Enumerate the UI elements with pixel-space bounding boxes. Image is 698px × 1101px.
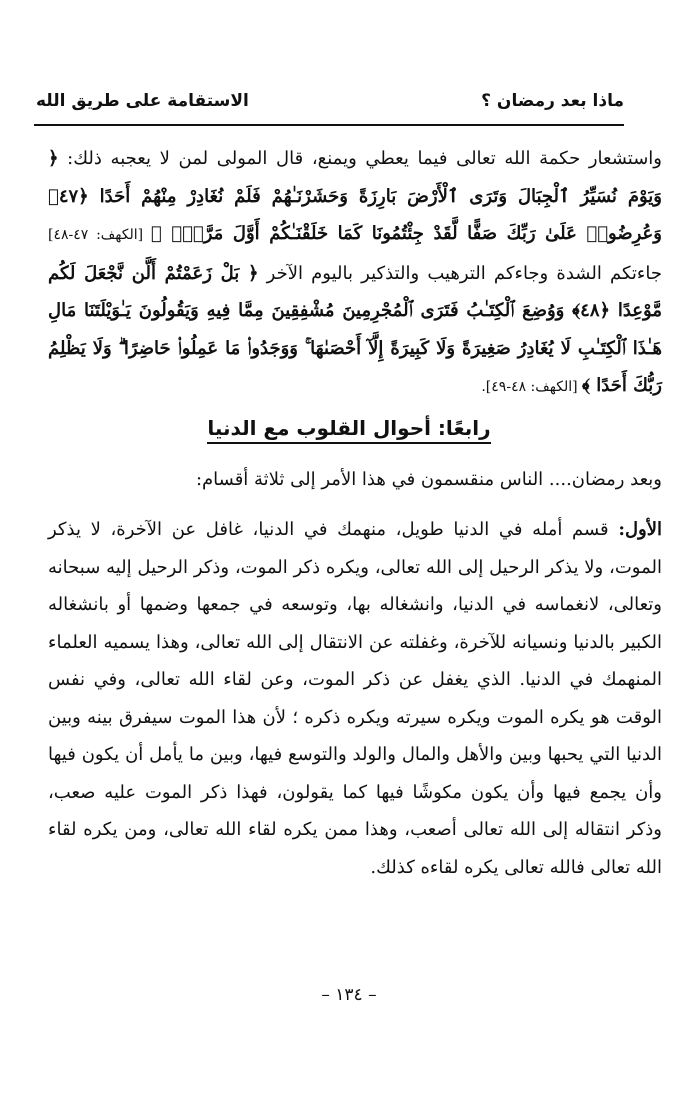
running-header — [36, 86, 624, 116]
page-number: – ١٣٤ – — [321, 985, 377, 1005]
section-body: قسم أمله في الدنيا طويل، منهمك في الدنيا، غافل عن الآخرة، لا يذكر الموت، ولا يذكر الرحيل إلى الله تعالى، ويكره ذكر الموت، وذكر الرحيل إليه سبحانه وتعالى، لانغماسه في الدنيا، وانشغاله بها، وتوسعه في جمعها وضمها أو بانشغاله الكبير بالدنيا ونسيانه للآخرة، وغفلته عن الانتقال إلى الله تعالى، وهذا يسميه العلماء المنهمك في الدنيا. الذي يغفل عن ذكر الموت، وعن لقاء الله تعالى، وفي نفس الوقت هو يكره الموت ويكره سيرته ويكره ذكره ؛ لأن هذا الموت سيفرق بينه وبين الدنيا التي يحبها وبين والأهل والمال والولد والتوسع فيها، وبين ما يأمل أن يكون فيها وأن يجمع فيها وأن يكون مكوشًا فيها كما يقولون، فهذا ذكر الموت عليه صعب، وذكر انتقاله إلى الله تعالى أصعب، وهذا ممن يكره لقاء الله تعالى، ومن يكره لقاء الله تعالى فالله تعالى يكره لقاءه كذلك. — [48, 519, 662, 878]
header-book-title: الاستقامة على طريق الله — [36, 91, 249, 111]
paragraph-first-section — [48, 511, 662, 886]
paragraph-intro: واستشعار حكمة الله تعالى فيما يعطي ويمنع، قال المولى لمن لا يعجبه ذلك: — [58, 148, 662, 169]
quran-verse-1: ﴿ وَيَوْمَ نُسَيِّرُ ٱلْجِبَالَ وَتَرَى ٱلْأَرْضَ بَارِزَةً وَحَشَرْنَـٰهُمْ فَلَمْ نُغَادِرْ مِنْهُمْ أَحَدًا ﴿٤٧﴾ وَعُرِضُوا۟ عَلَىٰ رَبِّكَ صَفًّا لَّقَدْ جِئْتُمُونَا كَمَا خَلَقْنَـٰكُمْ أَوَّلَ مَرَّةٍۭ ﴾ — [48, 148, 662, 244]
paragraph-middle: جاءتكم الشدة وجاءكم الترهيب والتذكير باليوم الآخر — [258, 262, 662, 284]
verse-reference-1: [الكهف: ٤٧-٤٨] — [48, 227, 151, 243]
quran-verse-2: ﴿ بَلْ زَعَمْتُمْ أَلَّن نَّجْعَلَ لَكُم مَّوْعِدًا ﴿٤٨﴾ وَوُضِعَ ٱلْكِتَـٰبُ فَتَرَى ٱلْمُجْرِمِينَ مُشْفِقِينَ مِمَّا فِيهِ وَيَقُولُونَ يَـٰوَيْلَتَنَا مَالِ هَـٰذَا ٱلْكِتَـٰبِ لَا يُغَادِرُ صَغِيرَةً وَلَا كَبِيرَةً إِلَّآ أَحْصَىٰهَا ۚ وَوَجَدُوا۟ مَا عَمِلُوا۟ حَاضِرًا ۗ وَلَا يَظْلِمُ رَبُّكَ أَحَدًا ﴾ — [48, 262, 662, 396]
section-heading: رابعًا: أحوال القلوب مع الدنيا — [0, 416, 698, 440]
verse-reference-2: [الكهف: ٤٨-٤٩]. — [481, 379, 583, 395]
paragraph-intro-sections: وبعد رمضان.... الناس منقسمون في هذا الأمر إلى ثلاثة أقسام: — [195, 469, 662, 490]
header-rule — [34, 124, 624, 126]
header-chapter-title: ماذا بعد رمضان ؟ — [481, 91, 624, 111]
paragraph-verses — [48, 140, 662, 407]
section-label: الأول: — [618, 519, 662, 540]
